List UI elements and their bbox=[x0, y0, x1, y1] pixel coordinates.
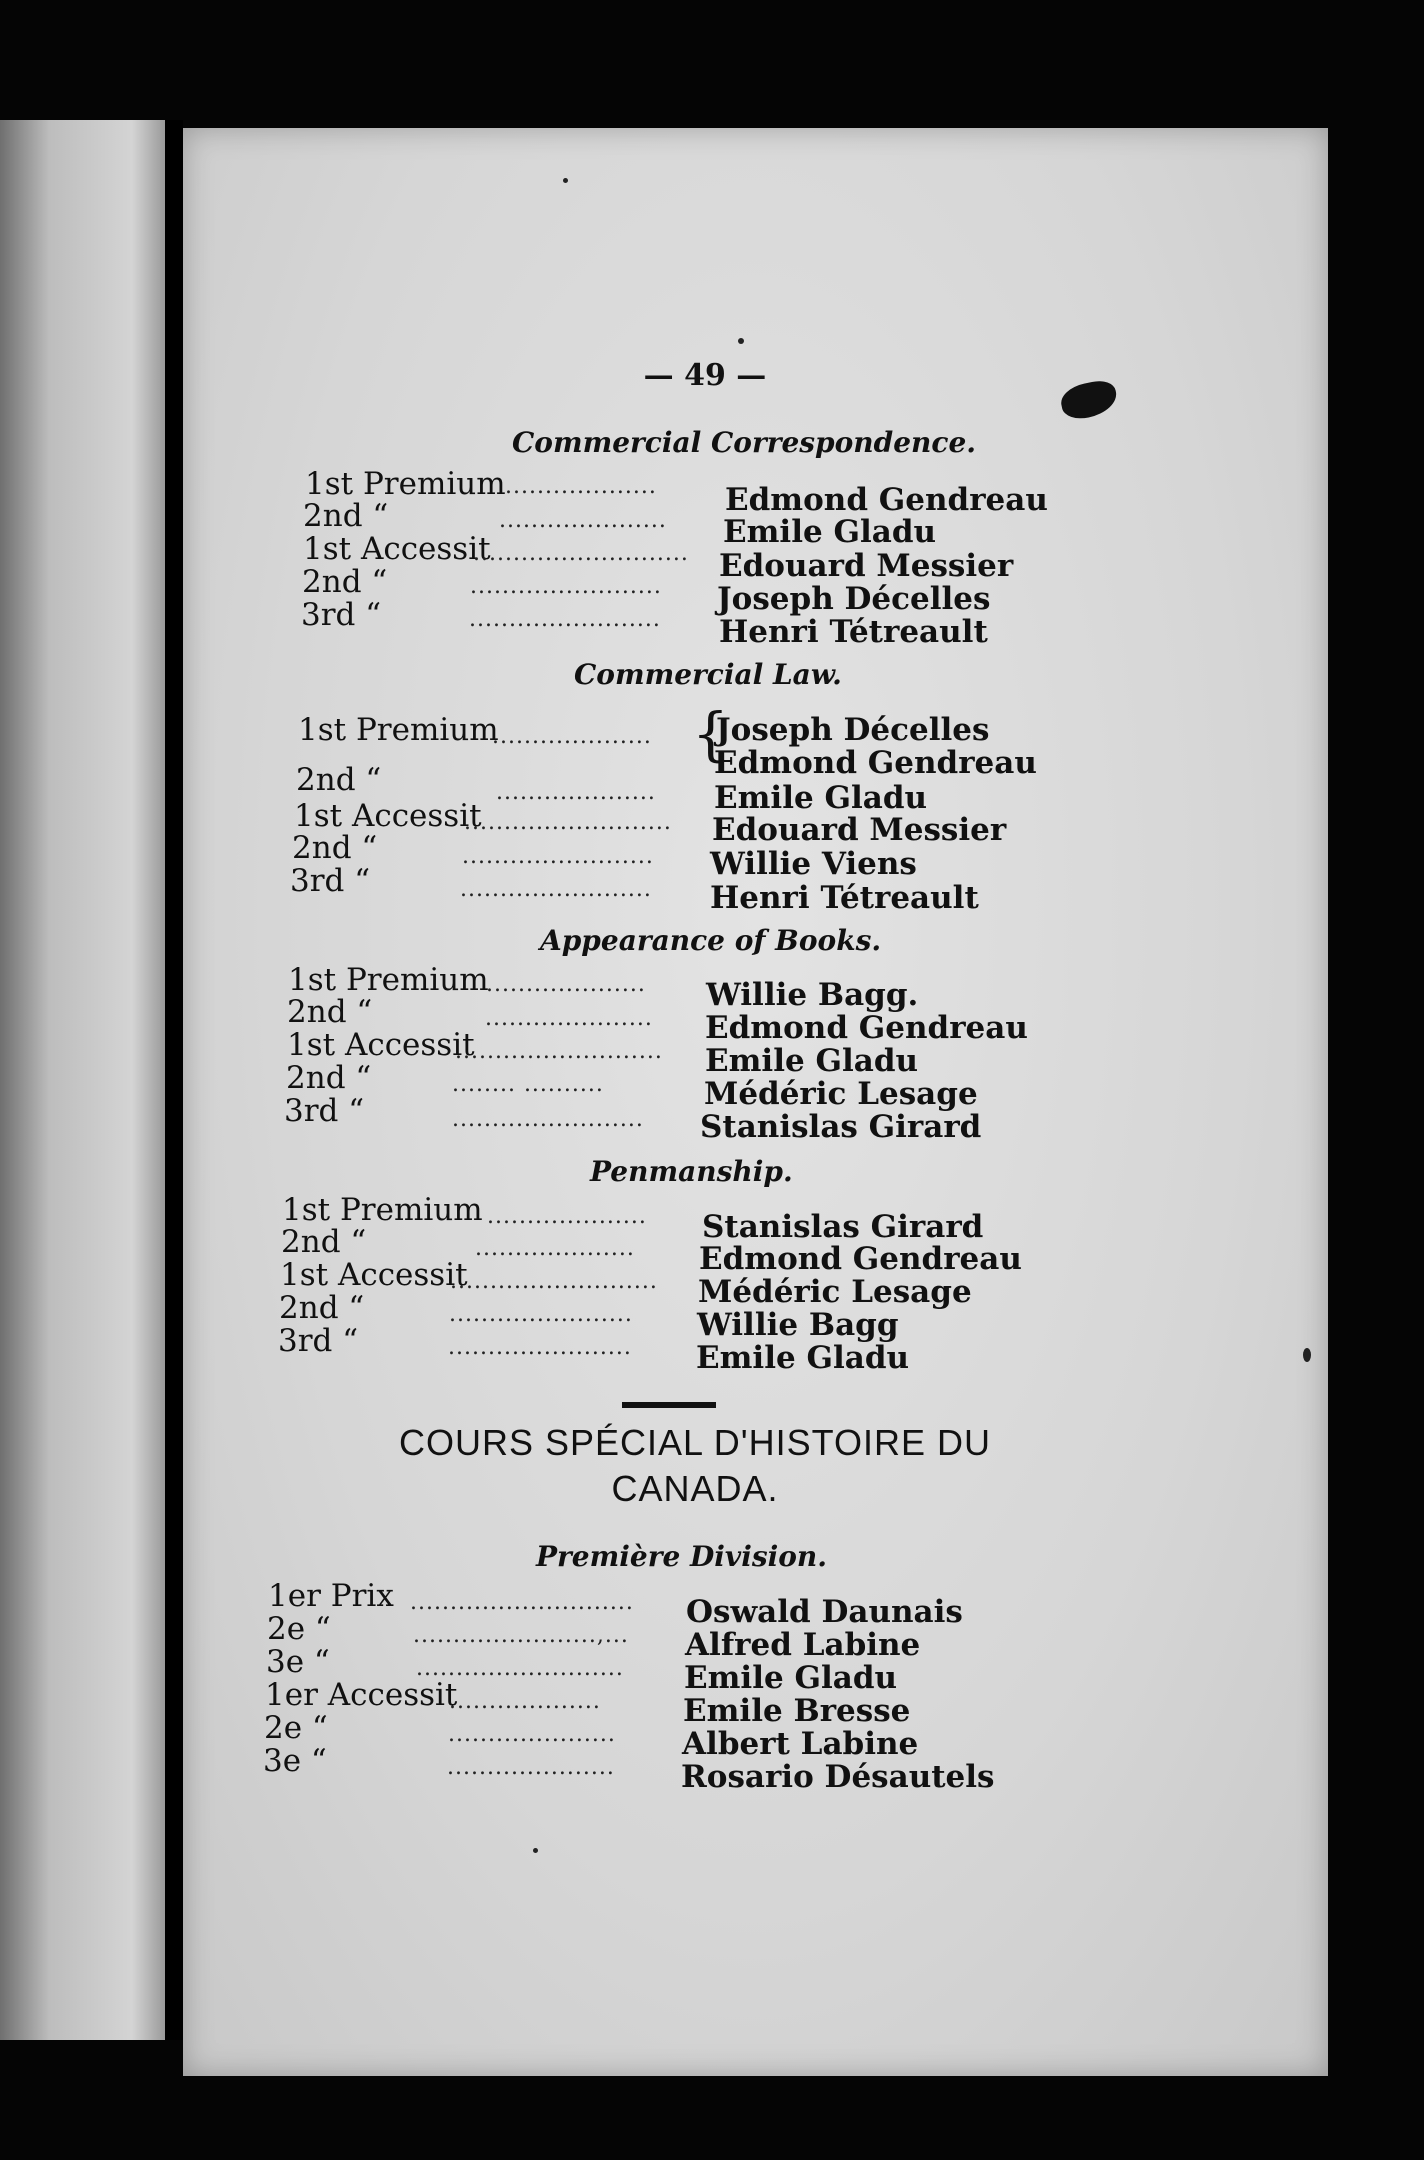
rank-label: 1st Accessit bbox=[287, 1027, 475, 1063]
student-name: Stanislas Girard bbox=[700, 1109, 982, 1145]
rank-label: 2nd “ bbox=[279, 1290, 365, 1326]
paper-speck bbox=[563, 178, 568, 183]
student-name: Edouard Messier bbox=[712, 812, 1007, 848]
paper-speck bbox=[738, 338, 744, 344]
leader-dots: ....................... bbox=[449, 1302, 633, 1327]
student-name: Edmond Gendreau bbox=[699, 1241, 1022, 1277]
leader-dots: ........ .......... bbox=[452, 1072, 604, 1097]
rank-label: 2nd “ bbox=[302, 564, 388, 600]
student-name: Willie Bagg. bbox=[706, 977, 919, 1013]
rank-label: 1st Premium bbox=[298, 712, 499, 748]
rank-label: 1er Prix bbox=[268, 1578, 394, 1614]
leader-dots: ................... bbox=[449, 1689, 601, 1714]
ink-blot bbox=[1058, 378, 1120, 423]
student-name: Médéric Lesage bbox=[698, 1274, 972, 1310]
list-item bbox=[301, 597, 1061, 650]
leader-dots: ..................... bbox=[485, 1006, 653, 1031]
student-name: Edouard Messier bbox=[719, 548, 1014, 584]
rank-label: 3e “ bbox=[266, 1644, 330, 1680]
rank-label: 2nd “ bbox=[286, 1060, 372, 1096]
rank-label: 1st Accessit bbox=[280, 1257, 468, 1293]
rank-label: 3rd “ bbox=[290, 863, 371, 899]
facing-page-edge bbox=[0, 120, 165, 2040]
leader-dots: ........................ bbox=[452, 1107, 644, 1132]
leader-dots: ........................ bbox=[460, 877, 652, 902]
section-heading-penmanship: Penmanship. bbox=[590, 1155, 793, 1188]
student-name: Willie Viens bbox=[710, 846, 917, 882]
student-name: Emile Gladu bbox=[723, 514, 937, 550]
student-name: Alfred Labine bbox=[685, 1627, 921, 1663]
leader-dots: ............................ bbox=[410, 1590, 634, 1615]
rank-label: 2e “ bbox=[264, 1710, 328, 1746]
rank-label: 1st Accessit bbox=[303, 531, 491, 567]
rank-label: 1st Accessit bbox=[294, 798, 482, 834]
main-heading-line2: CANADA. bbox=[611, 1468, 779, 1509]
list-item bbox=[298, 712, 1058, 749]
student-name: Stanislas Girard bbox=[702, 1209, 984, 1245]
leader-dots: .................... bbox=[486, 972, 646, 997]
rank-label: 2nd “ bbox=[303, 498, 389, 534]
rank-label: 2nd “ bbox=[292, 830, 378, 866]
student-name: Emile Bresse bbox=[683, 1693, 911, 1729]
rank-label: 2nd “ bbox=[296, 762, 382, 798]
leader-dots: .................... bbox=[492, 724, 652, 749]
list-item bbox=[278, 1323, 1038, 1376]
brace-icon: { bbox=[692, 700, 729, 768]
student-name: Willie Bagg bbox=[697, 1307, 899, 1343]
leader-dots: .................... bbox=[487, 1204, 647, 1229]
rank-label: 1st Premium bbox=[288, 962, 489, 998]
student-name: Emile Gladu bbox=[714, 780, 928, 816]
list-item bbox=[263, 1743, 1023, 1795]
rank-label: 3e “ bbox=[263, 1743, 327, 1779]
section-heading-appearance-of-books: Appearance of Books. bbox=[540, 924, 882, 957]
student-name: Henri Tétreault bbox=[710, 880, 979, 916]
rank-label: 3rd “ bbox=[278, 1323, 359, 1359]
leader-dots: ........................... bbox=[473, 541, 689, 566]
student-name: Oswald Daunais bbox=[686, 1594, 963, 1630]
main-heading-line1: COURS SPÉCIAL D'HISTOIRE DU bbox=[399, 1422, 991, 1463]
section-heading-commercial-law: Commercial Law. bbox=[574, 658, 842, 691]
leader-dots: ................... bbox=[505, 474, 657, 499]
student-name: Edmond Gendreau bbox=[714, 745, 1037, 781]
list-item bbox=[284, 1093, 1044, 1145]
student-name: Joseph Décelles bbox=[716, 712, 990, 748]
student-name: Rosario Désautels bbox=[681, 1759, 995, 1795]
section-heading-commercial-correspondence: Commercial Correspondence. bbox=[512, 426, 977, 459]
leader-dots: .......................... bbox=[455, 1039, 663, 1064]
rank-label: 3rd “ bbox=[284, 1093, 365, 1129]
leader-dots: ........................ bbox=[470, 574, 662, 599]
leader-dots: .......................... bbox=[464, 810, 672, 835]
leader-dots: ........................ bbox=[462, 844, 654, 869]
leader-dots: ..................... bbox=[447, 1755, 615, 1780]
student-name: Henri Tétreault bbox=[719, 614, 988, 650]
student-name: Médéric Lesage bbox=[704, 1076, 978, 1112]
student-name: Edmond Gendreau bbox=[725, 482, 1048, 518]
division-heading: Première Division. bbox=[536, 1540, 828, 1573]
student-name: Edmond Gendreau bbox=[705, 1010, 1028, 1046]
list-item bbox=[294, 798, 1054, 848]
leader-dots: .................... bbox=[496, 780, 656, 805]
student-name: Emile Gladu bbox=[684, 1660, 898, 1696]
section-divider bbox=[622, 1402, 716, 1408]
rank-label: 1st Premium bbox=[305, 466, 506, 502]
leader-dots: ........................ bbox=[469, 607, 661, 632]
page-number: — 49 — bbox=[643, 358, 767, 393]
leader-dots: ....................... bbox=[448, 1335, 632, 1360]
book-gutter bbox=[165, 120, 183, 2040]
leader-dots: .................... bbox=[475, 1236, 635, 1261]
rank-label: 1st Premium bbox=[282, 1192, 483, 1228]
paper-speck bbox=[533, 1848, 538, 1853]
leader-dots: .......................... bbox=[416, 1656, 624, 1681]
student-name: Emile Gladu bbox=[696, 1340, 910, 1376]
leader-dots: .......................... bbox=[450, 1269, 658, 1294]
leader-dots: ..................... bbox=[499, 508, 667, 533]
rank-label: 2nd “ bbox=[281, 1224, 367, 1260]
leader-dots: ..................... bbox=[448, 1722, 616, 1747]
rank-label: 2nd “ bbox=[287, 994, 373, 1030]
student-name: Albert Labine bbox=[682, 1726, 919, 1762]
main-heading bbox=[300, 1420, 1090, 1512]
student-name: Joseph Décelles bbox=[717, 581, 991, 617]
paper-speck bbox=[1303, 1348, 1311, 1362]
list-item bbox=[296, 762, 1056, 816]
rank-label: 1er Accessit bbox=[265, 1677, 458, 1713]
leader-dots: .......................,... bbox=[413, 1623, 629, 1648]
rank-label: 2e “ bbox=[267, 1611, 331, 1647]
rank-label: 3rd “ bbox=[301, 597, 382, 633]
student-name: Emile Gladu bbox=[705, 1043, 919, 1079]
list-item bbox=[290, 863, 1050, 916]
